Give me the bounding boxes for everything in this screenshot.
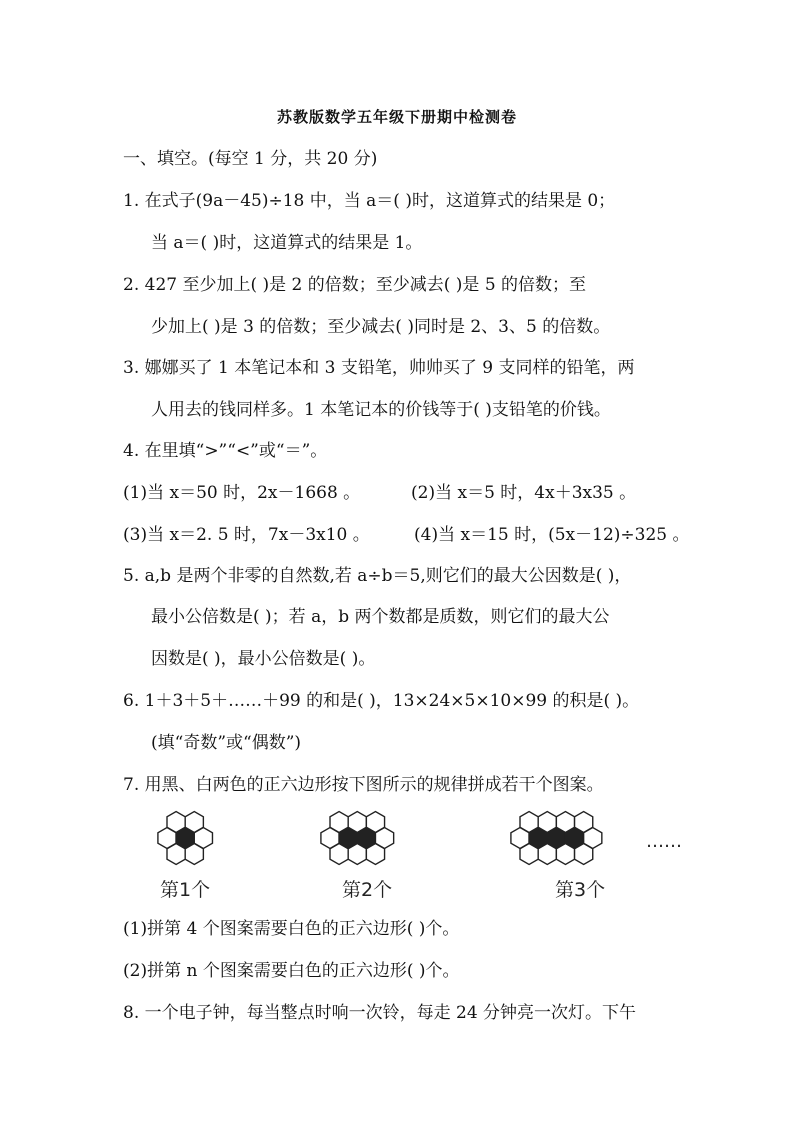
question-3-line-2: 人用去的钱同样多。1 本笔记本的价钱等于( )支铅笔的价钱。 bbox=[151, 400, 611, 420]
question-5-line-2: 最小公倍数是( )；若 a，b 两个数都是质数，则它们的最大公 bbox=[151, 607, 610, 627]
page-title: 苏教版数学五年级下册期中检测卷 bbox=[276, 108, 517, 126]
question-7-line-1: 7. 用黑、白两色的正六边形按下图所示的规律拼成若干个图案。 bbox=[123, 775, 604, 795]
hexagon-white bbox=[584, 828, 602, 849]
question-4-part-2: (2)当 x＝5 时，4x＋3x35 。 bbox=[411, 483, 637, 503]
hexagon-black bbox=[357, 828, 375, 849]
question-2-line-2: 少加上( )是 3 的倍数；至少减去( )同时是 2、3、5 的倍数。 bbox=[151, 317, 611, 337]
question-5-line-3: 因数是( )，最小公倍数是( )。 bbox=[151, 649, 376, 669]
hexagon-black bbox=[339, 828, 357, 849]
question-6-line-2: (填“奇数”或“偶数”) bbox=[151, 733, 302, 753]
question-4-part-1: (1)当 x＝50 时，2x－1668 。 bbox=[123, 483, 361, 503]
question-1-line-2: 当 a＝( )时，这道算式的结果是 1。 bbox=[151, 233, 423, 253]
question-6-line-1: 6. 1＋3＋5＋……＋99 的和是( )，13×24×5×10×99 的积是( )。 bbox=[123, 691, 640, 711]
hexagon-white bbox=[511, 828, 529, 849]
question-7-part-2: (2)拼第 n 个图案需要白色的正六边形( )个。 bbox=[123, 961, 460, 981]
hexagon-patterns bbox=[0, 808, 794, 908]
hexagon-white bbox=[158, 828, 176, 849]
hexagon-black bbox=[176, 828, 194, 849]
section-heading: 一、填空。(每空 1 分，共 20 分) bbox=[123, 149, 378, 169]
hexagon-black bbox=[529, 828, 547, 849]
question-3-line-1: 3. 娜娜买了 1 本笔记本和 3 支铅笔，帅帅买了 9 支同样的铅笔，两 bbox=[123, 358, 635, 378]
caption-pattern-1: 第1个 bbox=[160, 879, 211, 901]
question-4-line-1: 4. 在里填“>”“<”或“＝”。 bbox=[123, 441, 328, 461]
hexagon-black bbox=[547, 828, 565, 849]
question-2-line-1: 2. 427 至少加上( )是 2 的倍数；至少减去( )是 5 的倍数；至 bbox=[123, 275, 587, 295]
question-1-line-1: 1. 在式子(9a－45)÷18 中，当 a＝( )时，这道算式的结果是 0； bbox=[123, 191, 616, 211]
caption-pattern-3: 第3个 bbox=[555, 879, 606, 901]
caption-pattern-2: 第2个 bbox=[342, 879, 393, 901]
hexagon-black bbox=[565, 828, 583, 849]
question-7-part-1: (1)拼第 4 个图案需要白色的正六边形( )个。 bbox=[123, 919, 460, 939]
hexagon-pattern-figure bbox=[0, 808, 794, 908]
hexagon-white bbox=[375, 828, 393, 849]
question-5-line-1: 5. a,b 是两个非零的自然数,若 a÷b＝5,则它们的最大公因数是( )， bbox=[123, 566, 632, 586]
hexagon-white bbox=[321, 828, 339, 849]
hexagon-white bbox=[194, 828, 212, 849]
question-8-line-1: 8. 一个电子钟，每当整点时响一次铃，每走 24 分钟亮一次灯。下午 bbox=[123, 1003, 637, 1023]
question-4-part-3: (3)当 x＝2. 5 时，7x－3x10 。 bbox=[123, 525, 370, 545]
question-4-part-4: (4)当 x＝15 时，(5x－12)÷325 。 bbox=[414, 525, 690, 545]
ellipsis: …… bbox=[646, 831, 682, 852]
